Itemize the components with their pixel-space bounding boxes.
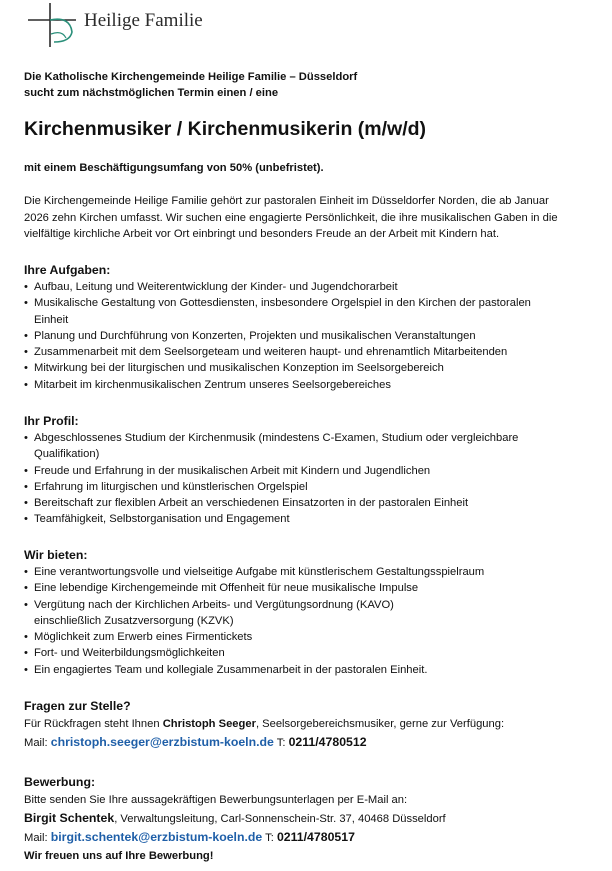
list-item: • Fort- und Weiterbildungsmöglichkeiten: [24, 645, 612, 661]
section-aufgaben: [24, 262, 612, 393]
contact-name: Christoph Seeger: [162, 718, 256, 730]
intro-line-1: Die Katholische Kirchengemeinde Heilige Familie – Düsseldorf: [24, 71, 358, 83]
section-heading: Bewerbung:: [24, 775, 96, 789]
section-heading: Ihr Profil:: [24, 414, 79, 428]
application-name: Birgit Schentek: [24, 811, 115, 825]
application-address: Birgit Schentek, Verwaltungsleitung, Carl-Sonnenschein-Str. 37, 40468 Düsseldorf: [24, 811, 446, 825]
list-item: • Mitwirkung bei der liturgischen und musikalischen Konzeption im Seelsorgebereich: [24, 360, 612, 376]
offer-list: [24, 564, 612, 678]
contact-email-link[interactable]: christoph.seeger@erzbistum-koeln.de: [50, 735, 274, 749]
profile-list: [24, 430, 612, 528]
list-item: • Eine verantwortungsvolle und vielseitige Aufgabe mit künstlerischem Gestaltungsspielraum: [24, 564, 612, 580]
section-profil: [24, 413, 612, 528]
logo-text: Heilige Familie: [84, 10, 203, 31]
list-item: • Erfahrung im liturgischen und künstlerischen Orgelspiel: [24, 479, 612, 495]
contact-phone: 0211/4780512: [288, 735, 367, 749]
closing-text: Wir freuen uns auf Ihre Bewerbung!: [24, 850, 214, 862]
contact-line: Mail: christoph.seeger@erzbistum-koeln.de T: 0211/4780512: [24, 735, 367, 749]
intro: [24, 69, 357, 101]
cross-icon: [26, 2, 78, 48]
list-item: • Freude und Erfahrung in der musikalischen Arbeit mit Kindern und Jugendlichen: [24, 463, 612, 479]
list-item: • Aufbau, Leitung und Weiterentwicklung der Kinder- und Jugendchorarbeit: [24, 279, 612, 295]
list-item: • Teamfähigkeit, Selbstorganisation und Engagement: [24, 511, 612, 527]
list-item: • Möglichkeit zum Erwerb eines Firmentickets: [24, 629, 612, 645]
application-email-link[interactable]: birgit.schentek@erzbistum-koeln.de: [50, 830, 263, 844]
section-heading: Wir bieten:: [24, 548, 88, 562]
description-line: 2026 zehn Kirchen umfasst. Wir suchen eine engagierte Persönlichkeit, die ihre musikalischen Gaben in die: [24, 211, 558, 224]
list-item: • Eine lebendige Kirchengemeinde mit Offenheit für neue musikalische Impulse: [24, 580, 612, 596]
section-bieten: [24, 547, 612, 678]
description-line: vielfältige kirchliche Arbeit vor Ort einbringt und besonders Freude an der Arbeit mit Kindern hat.: [24, 228, 500, 240]
application-text: Bitte senden Sie Ihre aussagekräftigen Bewerbungsunterlagen per E-Mail an:: [24, 794, 408, 806]
application-contact-line: Mail: birgit.schentek@erzbistum-koeln.de T: 0211/4780517: [24, 830, 355, 844]
application-phone: 0211/4780517: [276, 830, 355, 844]
description: [24, 193, 612, 243]
intro-line-2: sucht zum nächstmöglichen Termin einen / eine: [24, 87, 279, 99]
employment-scope: mit einem Beschäftigungsumfang von 50% (unbefristet).: [24, 162, 324, 174]
list-item: • Zusammenarbeit mit dem Seelsorgeteam und weiteren haupt- und ehrenamtlich Mitarbeitenden: [24, 344, 612, 360]
section-heading: Ihre Aufgaben:: [24, 263, 111, 277]
page-title: Kirchenmusiker / Kirchenmusikerin (m/w/d): [24, 118, 427, 140]
list-item: • Ein engagiertes Team und kollegiale Zusammenarbeit in der pastoralen Einheit.: [24, 662, 612, 678]
section-bewerbung: [24, 773, 612, 865]
list-item: • Planung und Durchführung von Konzerten, Projekten und musikalischen Veranstaltungen: [24, 328, 612, 344]
list-item: • Musikalische Gestaltung von Gottesdiensten, insbesondere Orgelspiel in den Kirchen der pastoralen Einheit: [24, 295, 612, 328]
list-item: • Vergütung nach der Kirchlichen Arbeits- und Vergütungsordnung (KAVO) einschließlich Zusatzversorgung (KZVK): [24, 597, 612, 630]
section-fragen: [24, 697, 612, 752]
list-item: • Mitarbeit im kirchenmusikalischen Zentrum unseres Seelsorgebereiches: [24, 377, 612, 393]
list-item: • Bereitschaft zur flexiblen Arbeit an verschiedenen Einsatzorten in der pastoralen Einheit: [24, 495, 612, 511]
task-list: [24, 279, 612, 393]
section-heading: Fragen zur Stelle?: [24, 699, 131, 713]
contact-text: Für Rückfragen steht Ihnen Christoph Seeger, Seelsorgebereichsmusiker, gerne zur Verfügung:: [24, 718, 505, 730]
parish-logo: [26, 2, 266, 48]
list-item: • Abgeschlossenes Studium der Kirchenmusik (mindestens C-Examen, Studium oder vergleichbare Qualifikation): [24, 430, 612, 463]
description-line: Die Kirchengemeinde Heilige Familie gehört zur pastoralen Einheit im Düsseldorfer Norden, die ab Januar: [24, 195, 549, 207]
